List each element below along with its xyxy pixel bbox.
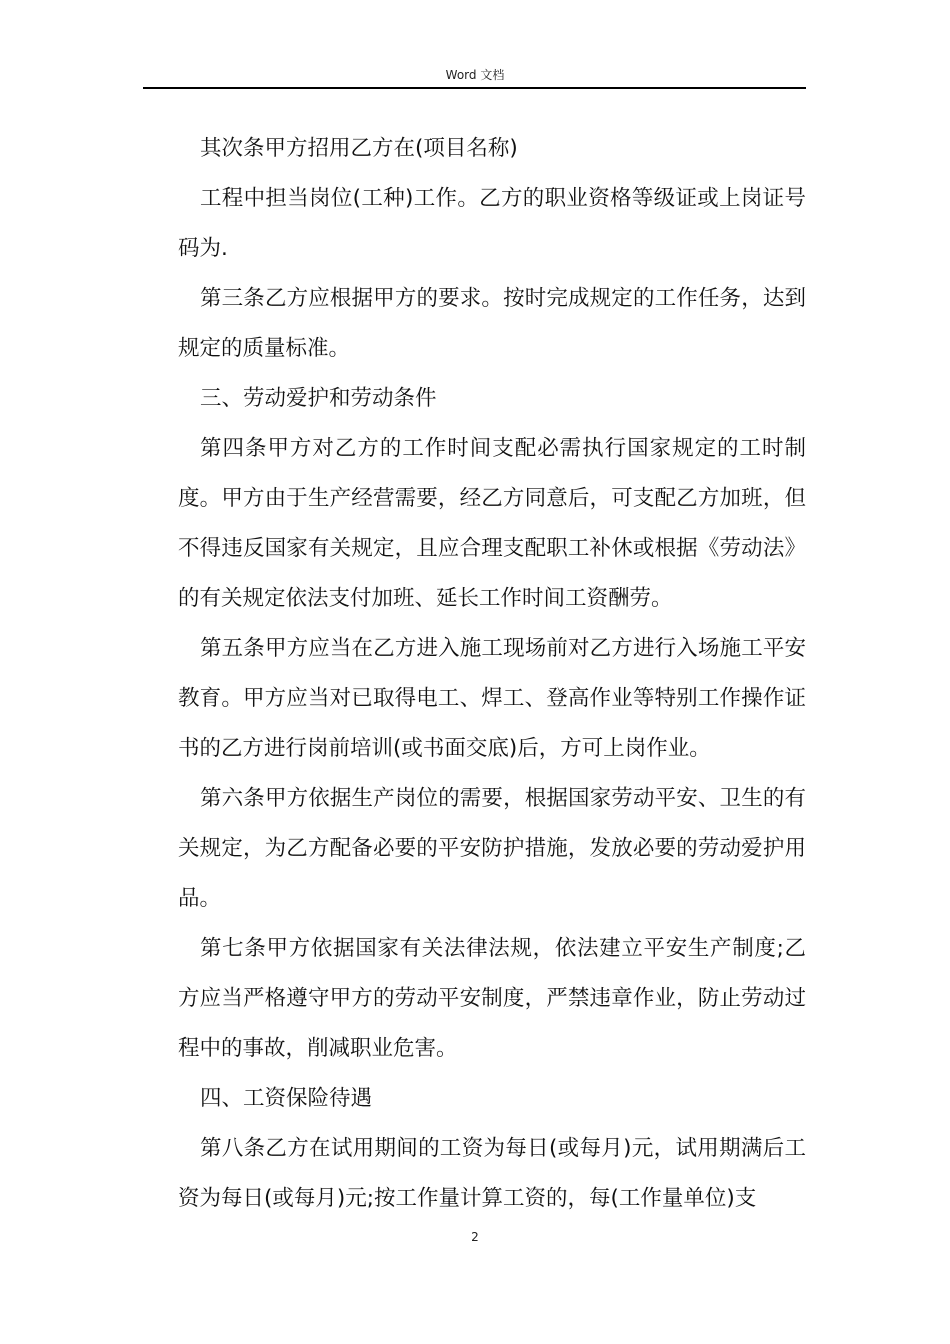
section-heading-3: 三、劳动爱护和劳动条件: [200, 386, 437, 411]
paragraph-5: 第五条甲方应当在乙方进入施工现场前对乙方进行入场施工平安教育。甲方应当对已取得电工、焊工、登高作业等特别工作操作证书的乙方进行岗前培训(或书面交底)后，方可上岗作业。: [178, 636, 806, 761]
paragraph-4: 第四条甲方对乙方的工作时间支配必需执行国家规定的工时制度。甲方由于生产经营需要，经乙方同意后，可支配乙方加班，但不得违反国家有关规定，且应合理支配职工补休或根据《劳动法》的有关规定依法支付加班、延长工作时间工资酬劳。: [178, 436, 806, 611]
paragraph-2: 工程中担当岗位(工种)工作。乙方的职业资格等级证或上岗证号码为.: [178, 186, 806, 261]
paragraph-3: 第三条乙方应根据甲方的要求。按时完成规定的工作任务，达到规定的质量标准。: [178, 286, 806, 361]
paragraph-8: 第八条乙方在试用期间的工资为每日(或每月)元，试用期满后工资为每日(或每月)元;按工作量计算工资的，每(工作量单位)支: [178, 1136, 806, 1211]
paragraph-6: 第六条甲方依据生产岗位的需要，根据国家劳动平安、卫生的有关规定，为乙方配备必要的平安防护措施，发放必要的劳动爱护用品。: [178, 786, 806, 911]
document-body: [178, 124, 806, 1224]
header-divider: [143, 87, 806, 89]
page-number: 2: [471, 1230, 479, 1244]
paragraph-1: 其次条甲方招用乙方在(项目名称): [200, 136, 518, 161]
page-header: Word 文档: [445, 68, 505, 82]
paragraph-7: 第七条甲方依据国家有关法律法规，依法建立平安生产制度;乙方应当严格遵守甲方的劳动平安制度，严禁违章作业，防止劳动过程中的事故，削减职业危害。: [178, 936, 806, 1061]
section-heading-4: 四、工资保险待遇: [200, 1086, 373, 1111]
